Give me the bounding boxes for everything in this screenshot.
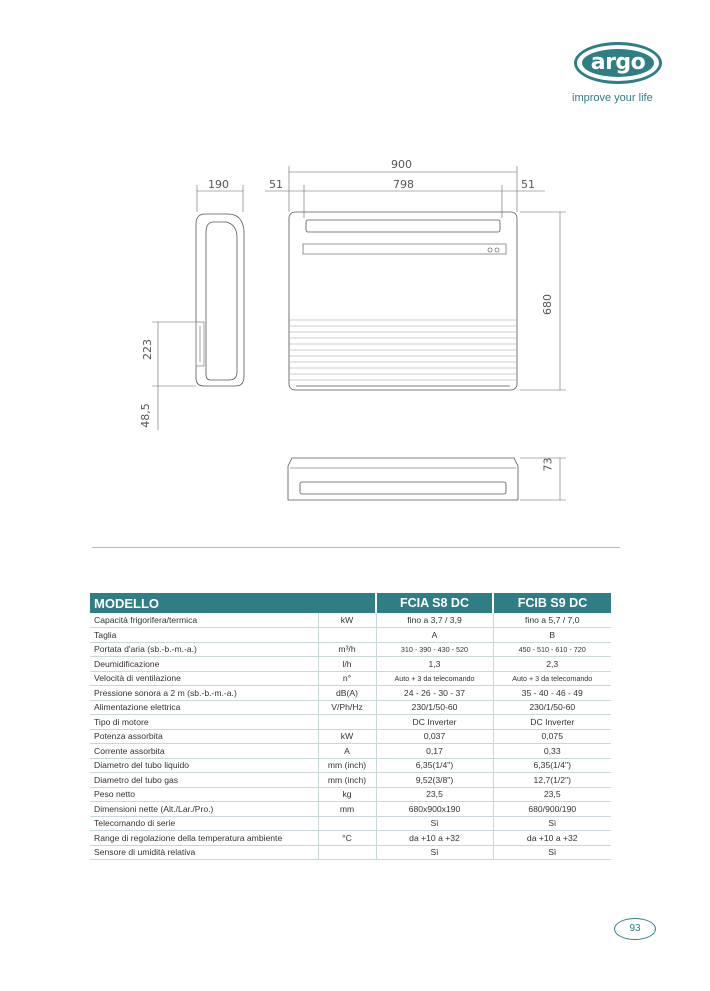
table-row [90,642,611,657]
header-col1: FCIA S8 DC [376,593,493,613]
row-value-2: Sì [493,816,611,831]
dim-left-margin: 51 [269,178,283,191]
dim-center-width: 798 [393,178,414,191]
table-row [90,729,611,744]
row-value-1: Sì [376,816,493,831]
row-unit: l/h [318,657,376,672]
row-value-2: 12,7(1/2") [493,773,611,788]
table-row [90,787,611,802]
bottom-view [288,458,518,500]
row-label: Pressione sonora a 2 m (sb.-b.-m.-a.) [90,686,318,701]
table-row [90,671,611,686]
row-unit: n° [318,671,376,686]
separator-line [92,547,620,548]
side-view [196,214,244,386]
row-label: Potenza assorbita [90,729,318,744]
row-value-1: 1,3 [376,657,493,672]
row-label: Telecomando di serie [90,816,318,831]
row-label: Deumidificazione [90,657,318,672]
row-value-2: fino a 5,7 / 7,0 [493,613,611,628]
row-value-2: da +10 a +32 [493,831,611,846]
row-label: Dimensioni nette (Alt./Lar./Pro.) [90,802,318,817]
row-value-1: 23,5 [376,787,493,802]
row-value-1: 9,52(3/8") [376,773,493,788]
row-value-1: 6,35(1/4") [376,758,493,773]
table-row [90,700,611,715]
row-unit: °C [318,831,376,846]
row-value-1: 0,17 [376,744,493,759]
row-value-1: DC Inverter [376,715,493,730]
dim-right-margin: 51 [521,178,535,191]
dim-height: 680 [541,294,554,315]
spec-table [90,593,611,860]
row-label: Alimentazione elettrica [90,700,318,715]
row-unit [318,845,376,860]
row-value-1: Auto + 3 da telecomando [376,671,493,686]
row-label: Capacità frigorifera/termica [90,613,318,628]
row-label: Sensore di umidità relativa [90,845,318,860]
row-value-2: 680/900/190 [493,802,611,817]
table-row [90,758,611,773]
table-row [90,657,611,672]
page-number: 93 [614,918,656,940]
table-header [90,593,611,613]
row-value-1: 230/1/50-60 [376,700,493,715]
row-unit [318,715,376,730]
row-value-2: 0,075 [493,729,611,744]
row-label: Taglia [90,628,318,643]
header-col2: FCIB S9 DC [493,593,611,613]
row-label: Corrente assorbita [90,744,318,759]
dim-width-total: 900 [391,158,412,171]
row-value-1: 0,037 [376,729,493,744]
row-value-1: 680x900x190 [376,802,493,817]
row-value-1: Sì [376,845,493,860]
front-view [289,212,517,390]
header-model: MODELLO [90,593,376,613]
row-unit: V/Ph/Hz [318,700,376,715]
dim-bottom-height: 73 [541,457,555,472]
row-unit: kW [318,729,376,744]
table-row [90,845,611,860]
row-unit: mm (inch) [318,758,376,773]
row-value-2: 35 - 40 - 46 - 49 [493,686,611,701]
row-unit: kg [318,787,376,802]
dim-height-base: 48,5 [138,403,152,428]
table-row [90,715,611,730]
row-unit [318,628,376,643]
row-label: Tipo di motore [90,715,318,730]
row-unit: m³/h [318,642,376,657]
row-label: Diametro del tubo liquido [90,758,318,773]
table-row [90,628,611,643]
row-value-2: Auto + 3 da telecomando [493,671,611,686]
row-value-2: 230/1/50-60 [493,700,611,715]
brand-tagline: improve your life [572,92,653,104]
table-row [90,816,611,831]
row-value-2: 6,35(1/4") [493,758,611,773]
row-value-1: 310 - 390 - 430 - 520 [376,642,493,657]
row-unit: dB(A) [318,686,376,701]
row-unit: mm (inch) [318,773,376,788]
table-row [90,831,611,846]
table-row [90,686,611,701]
row-label: Peso netto [90,787,318,802]
row-value-2: 2,3 [493,657,611,672]
row-value-2: 450 - 510 - 610 - 720 [493,642,611,657]
row-label: Range di regolazione della temperatura ambiente [90,831,318,846]
row-value-1: da +10 a +32 [376,831,493,846]
row-label: Velocità di ventilazione [90,671,318,686]
row-value-2: 23,5 [493,787,611,802]
dim-height-lower: 223 [141,339,154,360]
table-row [90,613,611,628]
row-value-2: B [493,628,611,643]
row-unit: kW [318,613,376,628]
row-value-1: 24 - 26 - 30 - 37 [376,686,493,701]
table-row [90,773,611,788]
row-unit [318,816,376,831]
table-row [90,744,611,759]
row-value-1: A [376,628,493,643]
row-label: Diametro del tubo gas [90,773,318,788]
logo-text: argo [582,49,654,77]
row-unit: mm [318,802,376,817]
row-value-2: 0,33 [493,744,611,759]
dim-side-depth: 190 [208,178,229,191]
row-label: Portata d'aria (sb.-b.-m.-a.) [90,642,318,657]
row-value-2: Sì [493,845,611,860]
row-value-2: DC Inverter [493,715,611,730]
row-value-1: fino a 3,7 / 3,9 [376,613,493,628]
table-row [90,802,611,817]
row-unit: A [318,744,376,759]
